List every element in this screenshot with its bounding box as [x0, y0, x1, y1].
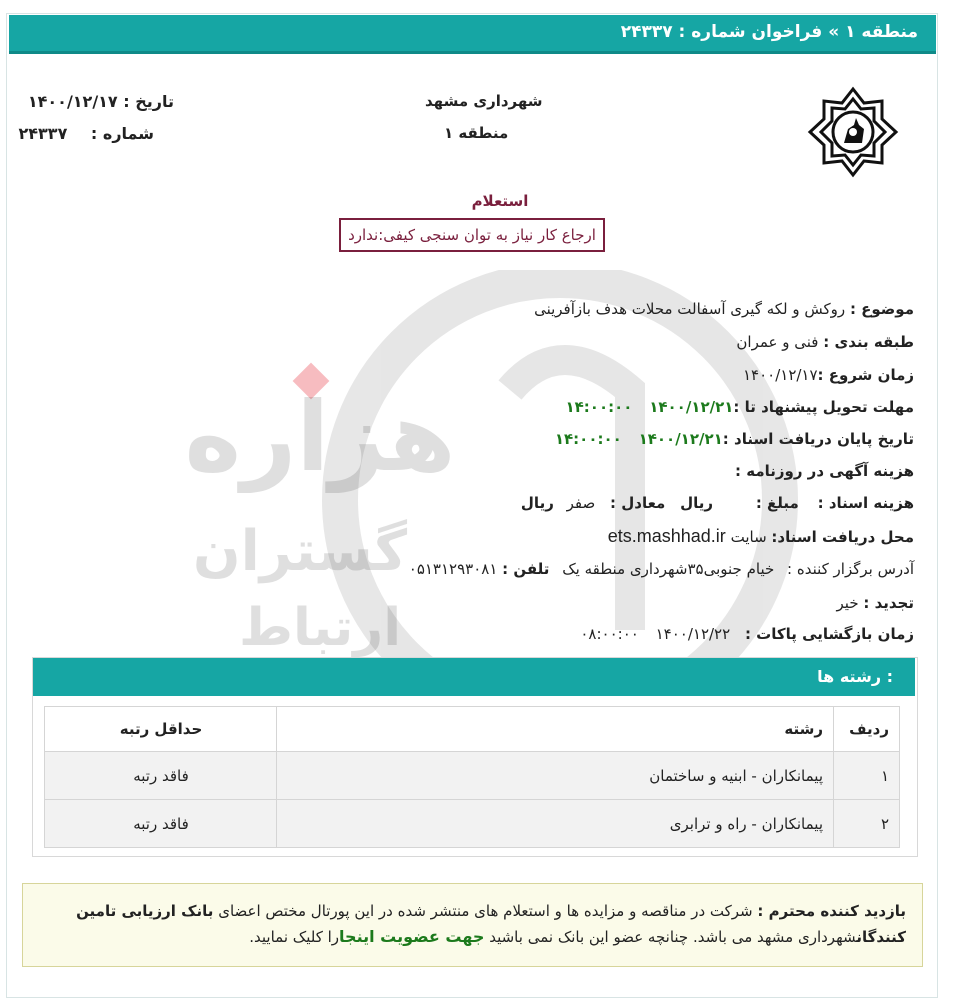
subject-row [534, 300, 914, 318]
start-value: ۱۴۰۰/۱۲/۱۷ [742, 366, 818, 384]
table-row [45, 752, 900, 800]
table-header-row [45, 707, 900, 752]
column-header-index: ردیف [834, 707, 900, 752]
address-label: آدرس برگزار کننده : [787, 560, 914, 578]
address-value: خیام جنوبی۳۵شهرداری منطقه یک [562, 560, 775, 578]
notice-text-2: شهرداری مشهد می باشد. چنانچه عضو این بانک نمی باشید [489, 928, 857, 946]
place-label: محل دریافت اسناد: [771, 528, 914, 546]
date-label: تاریخ : [123, 92, 174, 111]
fields-header-bar [33, 658, 915, 696]
amount-label: مبلغ : [755, 494, 799, 512]
number-label: شماره : [90, 124, 154, 143]
docs-end-label: تاریخ پایان دریافت اسناد : [722, 430, 914, 448]
deadline-row [565, 398, 914, 416]
subject-label: موضوع : [849, 300, 914, 318]
opening-label: زمان بازگشایی پاکات : [744, 625, 914, 643]
renewal-value: خیر [836, 594, 859, 612]
docs-end-row [555, 430, 914, 448]
rial-2: ریال [520, 494, 554, 512]
renewal-row [837, 594, 914, 612]
date-row [28, 92, 174, 111]
renewal-label: تجدید : [863, 594, 914, 612]
page-title: منطقه ۱ » فراخوان شماره : ۲۴۳۳۷ [620, 22, 918, 42]
place-prefix: سایت [730, 528, 767, 546]
org-name: شهرداری مشهد [425, 92, 543, 110]
row-min-grade: فاقد رتبه [45, 752, 277, 800]
notice-bank-name: بانک ارزیابی تامین کنندگان [76, 902, 906, 946]
docs-end-time: ۱۴:۰۰:۰۰ [554, 430, 622, 448]
join-link[interactable]: جهت عضویت اینجا [339, 927, 485, 946]
equiv-value: صفر [566, 494, 596, 512]
membership-notice [22, 883, 923, 967]
notice-text-3: را کلیک نمایید. [249, 928, 340, 946]
doc-cost-row [521, 494, 914, 512]
category-row [736, 333, 914, 351]
fields-title: رشته ها : [817, 667, 893, 686]
category-value: فنی و عمران [736, 333, 819, 351]
deadline-time: ۱۴:۰۰:۰۰ [565, 398, 633, 416]
fields-table [44, 706, 900, 848]
opening-date: ۱۴۰۰/۱۲/۲۲ [655, 625, 731, 643]
category-label: طبقه بندی : [823, 333, 914, 351]
start-label: زمان شروع : [817, 366, 914, 384]
number-value: ۲۴۳۳۷ [18, 124, 68, 143]
notice-greeting: بازدید کننده محترم : [757, 902, 906, 920]
column-header-field: رشته [277, 707, 834, 752]
header-bar [9, 15, 936, 54]
deadline-label: مهلت تحویل پیشنهاد تا : [733, 398, 914, 416]
row-index: ۲ [834, 800, 900, 848]
opening-time: ۰۸:۰۰:۰۰ [580, 625, 639, 643]
doc-cost-label: هزینه اسناد : [817, 494, 914, 512]
date-value: ۱۴۰۰/۱۲/۱۷ [27, 92, 118, 111]
quality-note: ارجاع کار نیاز به توان سنجی کیفی:ندارد [339, 218, 605, 252]
column-header-min-grade: حداقل رتبه [45, 707, 277, 752]
rial-1: ریال [680, 494, 714, 512]
opening-row [580, 625, 914, 643]
address-row [409, 560, 914, 578]
notice-text-1: شرکت در مناقصه و مزایده ها و استعلام های منتشر شده در این پورتال مختص اعضای [218, 902, 753, 920]
deadline-date: ۱۴۰۰/۱۲/۲۱ [649, 398, 734, 416]
place-site-link[interactable]: ets.mashhad.ir [607, 526, 726, 546]
mashhad-municipality-logo [806, 85, 900, 179]
phone-value: ۰۵۱۳۱۲۹۳۰۸۱ [408, 560, 498, 578]
place-row [608, 526, 914, 547]
ad-cost-row [735, 462, 914, 480]
number-row [19, 124, 155, 143]
org-region: منطقه ۱ [444, 124, 509, 142]
row-min-grade: فاقد رتبه [45, 800, 277, 848]
docs-end-date: ۱۴۰۰/۱۲/۲۱ [638, 430, 723, 448]
start-row [743, 366, 914, 384]
equiv-label: معادل : [610, 494, 666, 512]
row-field: پیمانکاران - راه و ترابری [277, 800, 834, 848]
ad-cost-label: هزینه آگهی در روزنامه : [735, 462, 914, 480]
table-row [45, 800, 900, 848]
subject-value: روکش و لکه گیری آسفالت محلات هدف بازآفرینی [534, 300, 846, 318]
row-index: ۱ [834, 752, 900, 800]
row-field: پیمانکاران - ابنیه و ساختمان [277, 752, 834, 800]
phone-label: تلفن : [502, 560, 550, 578]
inquiry-type: استعلام [471, 192, 529, 210]
